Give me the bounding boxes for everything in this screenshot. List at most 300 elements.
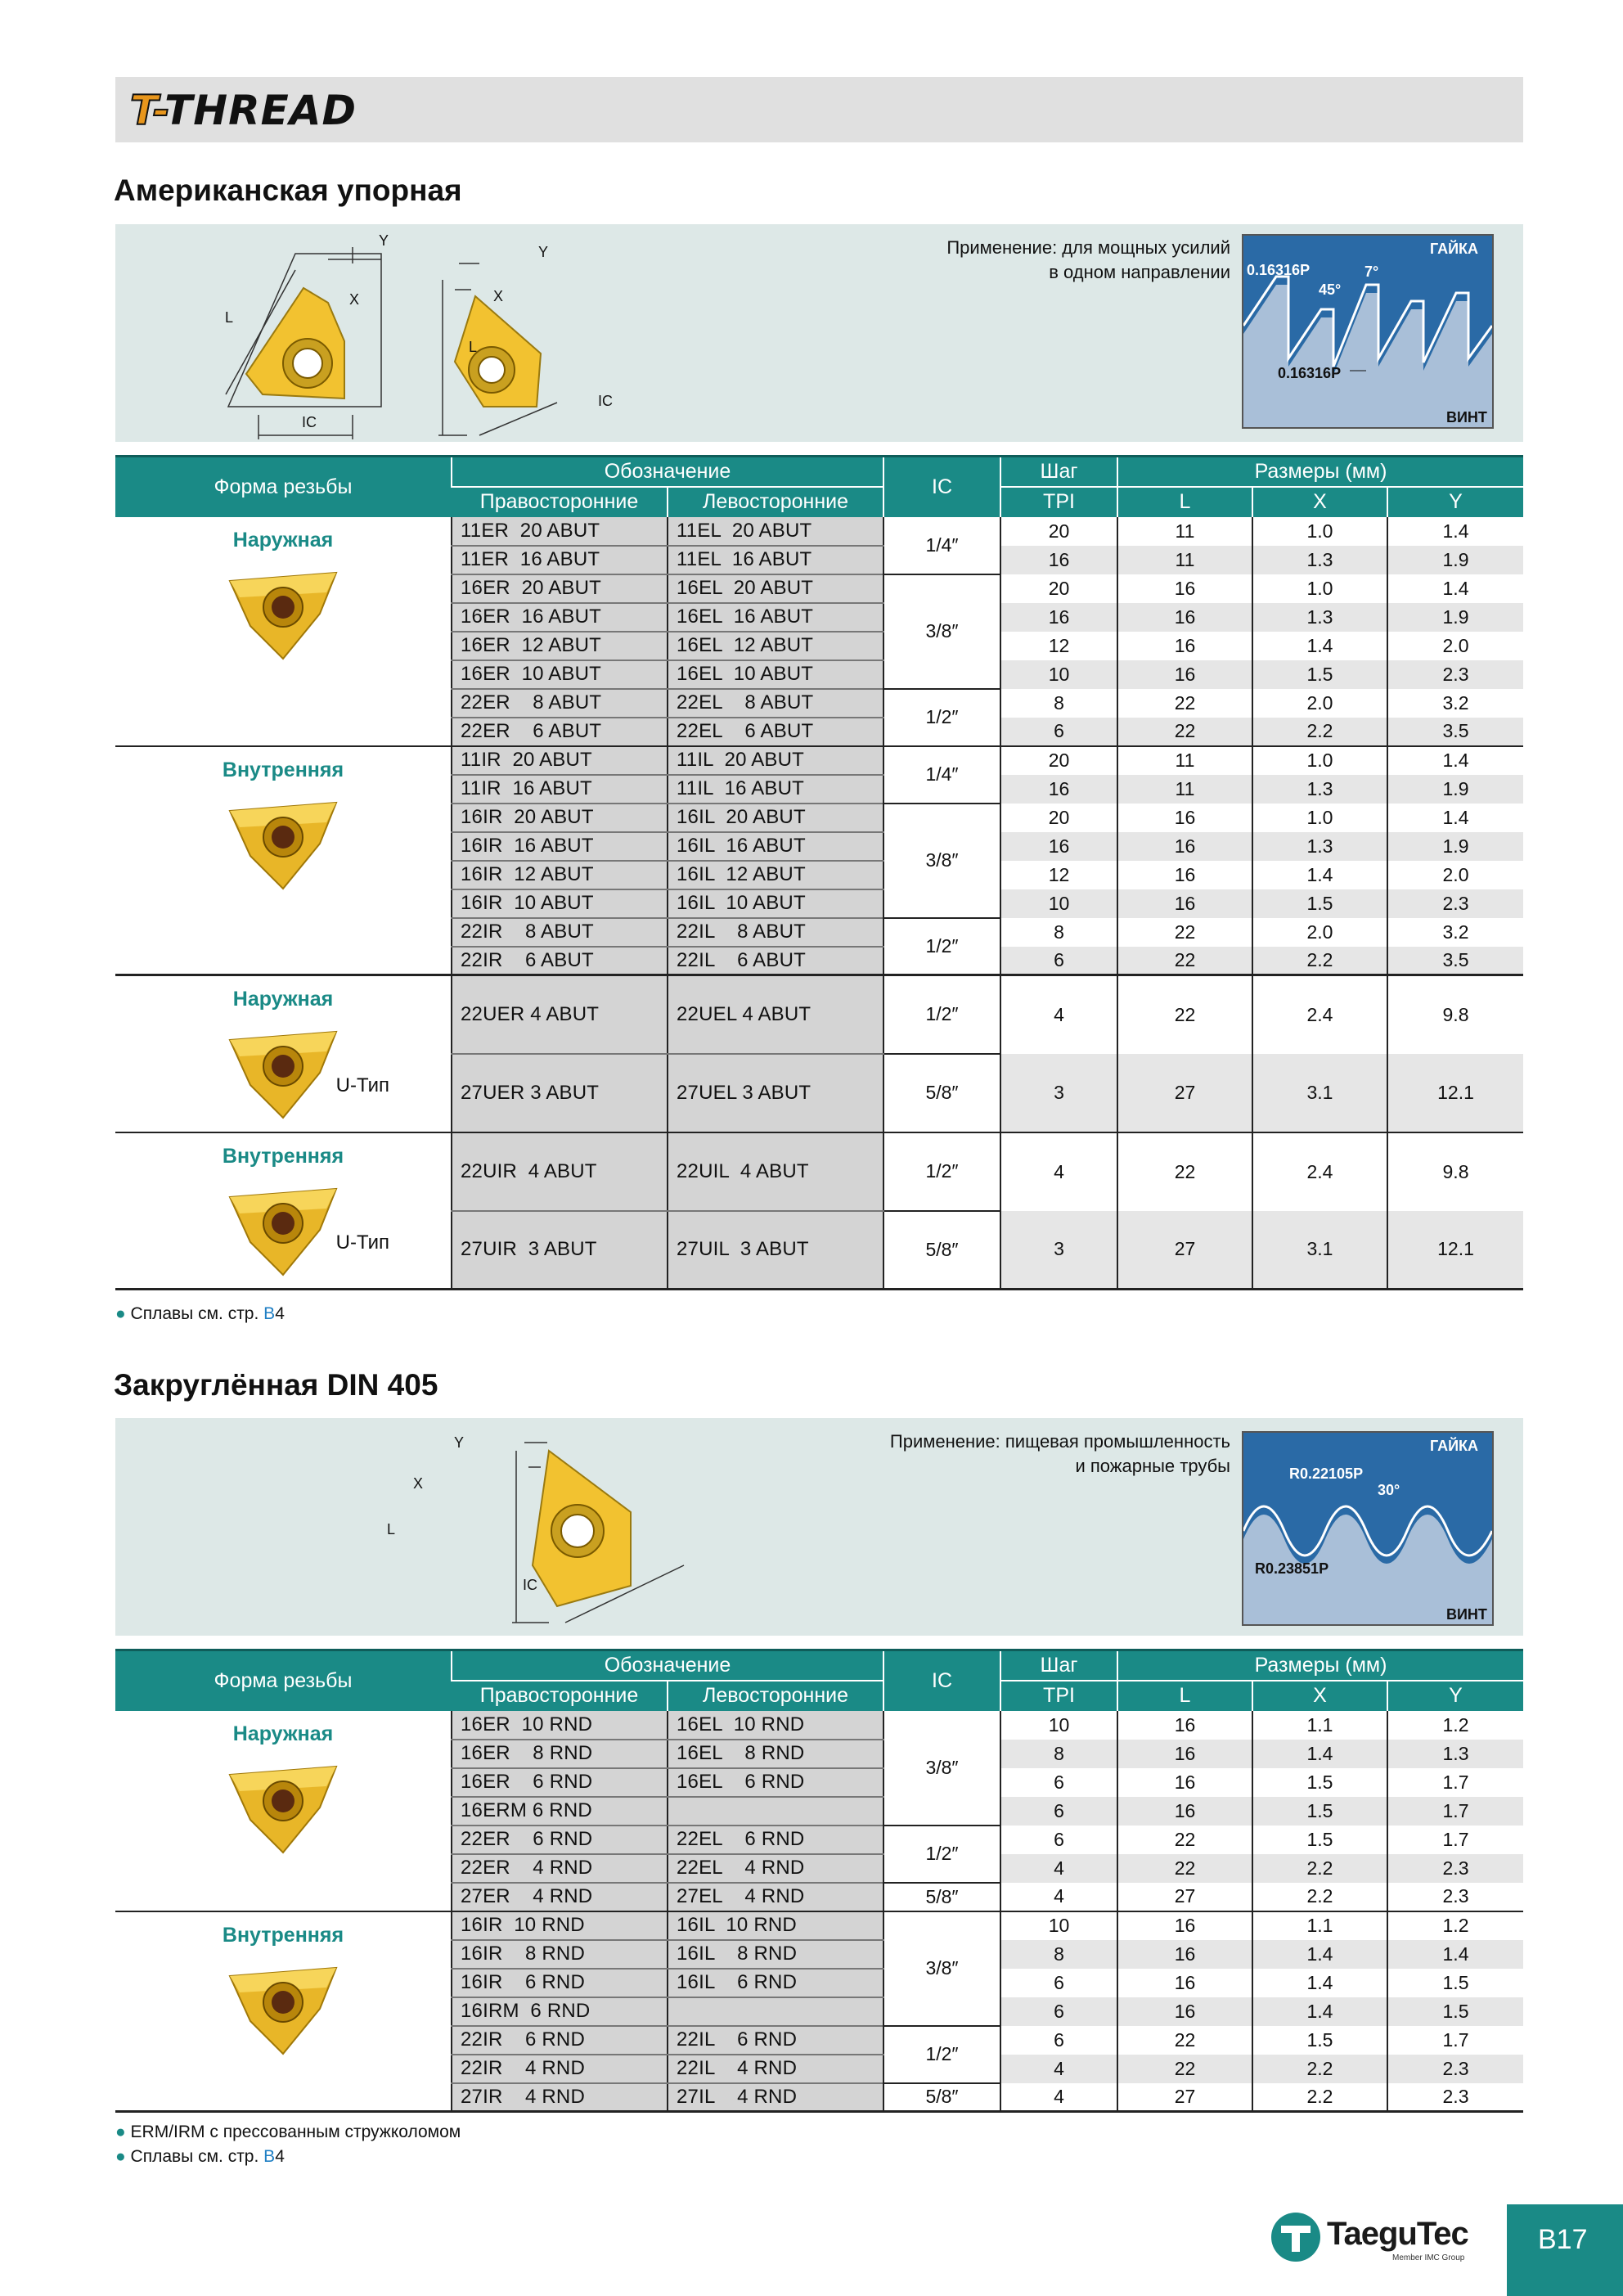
designation-right: 16ER 10 RND bbox=[452, 1711, 668, 1740]
note-ref-num: 4 bbox=[275, 1304, 285, 1323]
designation-right: 22ER 6 RND bbox=[452, 1826, 668, 1854]
designation-left: 16IL 20 ABUT bbox=[668, 804, 883, 832]
designation-right: 16IR 6 RND bbox=[452, 1969, 668, 1997]
header-designation: Обозначение bbox=[452, 1650, 883, 1681]
application-line-2: в одном направлении bbox=[1049, 262, 1230, 282]
tpi-value: 16 bbox=[1000, 832, 1117, 861]
t-thread-logo: T-THREAD bbox=[130, 87, 357, 134]
designation-right: 22IR 4 RND bbox=[452, 2055, 668, 2083]
insert-dimension-drawing bbox=[197, 231, 565, 440]
designation-right: 16IR 16 ABUT bbox=[452, 832, 668, 861]
ic-value: 1/2″ bbox=[883, 2026, 1000, 2083]
y-value: 12.1 bbox=[1387, 1054, 1523, 1132]
thread-form-label: Внутренняя bbox=[222, 758, 344, 781]
designation-left: 16EL 10 ABUT bbox=[668, 660, 883, 689]
l-value: 16 bbox=[1117, 1940, 1252, 1969]
tpi-value: 6 bbox=[1054, 1828, 1064, 1850]
x-value: 1.0 bbox=[1252, 574, 1387, 603]
thread-form-cell bbox=[115, 1911, 452, 2112]
designation-left: 16EL 12 ABUT bbox=[668, 632, 883, 660]
designation-left: 22UEL 4 ABUT bbox=[668, 975, 883, 1054]
dim-label-x: X bbox=[349, 291, 360, 308]
tpi-value: 3 bbox=[1000, 1211, 1117, 1290]
y-value: 9.8 bbox=[1387, 975, 1523, 1054]
diagram-panel-abut bbox=[115, 224, 1523, 442]
designation-left: 22IL 8 ABUT bbox=[668, 918, 883, 947]
section-title-abut: Американская упорная bbox=[114, 173, 462, 207]
x-value: 2.4 bbox=[1252, 975, 1387, 1054]
tpi-value: 10 bbox=[1048, 1713, 1070, 1736]
y-value: 2.3 bbox=[1387, 889, 1523, 918]
x-value: 1.5 bbox=[1252, 2026, 1387, 2055]
designation-left: 16IL 6 RND bbox=[668, 1969, 883, 1997]
insert-photo bbox=[222, 1758, 344, 1857]
dim-label-l: L bbox=[225, 309, 234, 326]
l-value: 22 bbox=[1117, 975, 1252, 1054]
table-row bbox=[115, 1911, 1523, 1940]
ic-value: 1/2″ bbox=[883, 975, 1000, 1054]
designation-right: 16IR 12 ABUT bbox=[452, 861, 668, 889]
designation-right: 22ER 6 ABUT bbox=[452, 718, 668, 746]
thread-form-label: Наружная bbox=[232, 1722, 334, 1745]
designation-right: 22IR 6 RND bbox=[452, 2026, 668, 2055]
thread-form-cell bbox=[115, 1711, 452, 1911]
x-value: 1.5 bbox=[1252, 1826, 1387, 1854]
designation-right: 27ER 4 RND bbox=[452, 1883, 668, 1911]
tpi-value: 10 bbox=[1000, 889, 1117, 918]
designation-left: 22EL 8 ABUT bbox=[668, 689, 883, 718]
y-value: 2.0 bbox=[1387, 632, 1523, 660]
brand-name: TaeguTec bbox=[1327, 2216, 1468, 2252]
x-value: 1.1 bbox=[1252, 1711, 1387, 1740]
ic-value: 1/2″ bbox=[883, 1132, 1000, 1211]
y-value: 1.7 bbox=[1387, 1797, 1523, 1826]
header-left-hand: Левосторонние bbox=[668, 1681, 883, 1711]
designation-left: 11EL 20 ABUT bbox=[668, 517, 883, 546]
insert-photo bbox=[222, 1181, 344, 1279]
designation-right: 27IR 4 RND bbox=[452, 2083, 668, 2112]
tpi-value: 20 bbox=[1048, 806, 1070, 828]
x-value: 1.3 bbox=[1252, 775, 1387, 804]
header-bar bbox=[115, 77, 1523, 142]
x-value: 2.0 bbox=[1252, 689, 1387, 718]
designation-right: 22ER 4 RND bbox=[452, 1854, 668, 1883]
dim-label-l2: L bbox=[469, 339, 478, 355]
insert-photo bbox=[222, 1024, 344, 1122]
u-type-label: U-Тип bbox=[335, 1231, 389, 1254]
label-nut: ГАЙКА bbox=[1430, 241, 1478, 257]
l-value: 16 bbox=[1117, 603, 1252, 632]
designation-left: 16EL 20 ABUT bbox=[668, 574, 883, 603]
x-value: 2.0 bbox=[1252, 918, 1387, 947]
x-value: 1.5 bbox=[1252, 660, 1387, 689]
x-value: 1.1 bbox=[1252, 1911, 1387, 1940]
insert-photo bbox=[222, 565, 344, 663]
thread-form-cell bbox=[115, 517, 452, 746]
l-value: 16 bbox=[1117, 632, 1252, 660]
table-row bbox=[115, 975, 1523, 1054]
l-value: 27 bbox=[1117, 1054, 1252, 1132]
page-number: B17 bbox=[1507, 2204, 1623, 2296]
tpi-value: 4 bbox=[1000, 2055, 1117, 2083]
insert-dimension-drawing-din bbox=[361, 1434, 713, 1631]
dim-label-y: Y bbox=[454, 1434, 465, 1451]
header-ic: IC bbox=[883, 1650, 1000, 1711]
insert-photo bbox=[222, 795, 344, 893]
tpi-value: 6 bbox=[1000, 1997, 1117, 2026]
y-value: 1.4 bbox=[1387, 574, 1523, 603]
dim-label-ic: IC bbox=[302, 414, 317, 430]
x-value: 1.3 bbox=[1252, 546, 1387, 574]
designation-left: 22IL 6 ABUT bbox=[668, 947, 883, 975]
y-value: 1.9 bbox=[1387, 546, 1523, 574]
x-value: 2.2 bbox=[1252, 2055, 1387, 2083]
y-value: 3.5 bbox=[1387, 947, 1523, 975]
designation-right: 11IR 16 ABUT bbox=[452, 775, 668, 804]
y-value: 1.2 bbox=[1387, 1911, 1523, 1940]
label-angle-45: 45° bbox=[1319, 281, 1342, 298]
l-value: 11 bbox=[1117, 775, 1252, 804]
y-value: 1.4 bbox=[1387, 746, 1523, 775]
l-value: 27 bbox=[1117, 2083, 1252, 2112]
designation-right: 27UIR 3 ABUT bbox=[452, 1211, 668, 1290]
tpi-value: 12 bbox=[1048, 634, 1070, 656]
x-value: 2.2 bbox=[1252, 718, 1387, 746]
chipbreaker-note: ● ERM/IRM с прессованным стружколомом bbox=[115, 2123, 461, 2141]
designation-left: 22IL 4 RND bbox=[668, 2055, 883, 2083]
l-value: 11 bbox=[1117, 746, 1252, 775]
tpi-value: 10 bbox=[1000, 660, 1117, 689]
brand-sub: Member IMC Group bbox=[1392, 2253, 1465, 2262]
l-value: 16 bbox=[1117, 804, 1252, 832]
ic-value: 5/8″ bbox=[883, 1054, 1000, 1132]
ic-value: 3/8″ bbox=[883, 804, 1000, 918]
l-value: 16 bbox=[1117, 861, 1252, 889]
l-value: 22 bbox=[1117, 689, 1252, 718]
header-pitch: Шаг bbox=[1000, 1650, 1117, 1681]
header-thread-form: Форма резьбы bbox=[115, 1650, 452, 1711]
tpi-value: 4 bbox=[1054, 1003, 1064, 1025]
thread-form-cell bbox=[115, 746, 452, 975]
l-value: 16 bbox=[1117, 1711, 1252, 1740]
header-dimensions: Размеры (мм) bbox=[1117, 1650, 1523, 1681]
y-value: 2.0 bbox=[1387, 861, 1523, 889]
l-value: 11 bbox=[1117, 546, 1252, 574]
designation-left: 16EL 10 RND bbox=[668, 1711, 883, 1740]
l-value: 11 bbox=[1117, 517, 1252, 546]
alloy-note-2: ● Сплавы см. стр. B4 bbox=[115, 2147, 285, 2166]
section-title-din405: Закруглённая DIN 405 bbox=[114, 1368, 438, 1402]
tpi-value: 20 bbox=[1048, 520, 1070, 542]
header-l: L bbox=[1117, 1681, 1252, 1711]
designation-left: 22EL 4 RND bbox=[668, 1854, 883, 1883]
l-value: 22 bbox=[1117, 1854, 1252, 1883]
y-value: 1.5 bbox=[1387, 1969, 1523, 1997]
dim-label-l: L bbox=[387, 1521, 396, 1537]
l-value: 16 bbox=[1117, 1768, 1252, 1797]
x-value: 2.2 bbox=[1252, 1883, 1387, 1911]
dim-label-y2: Y bbox=[538, 244, 549, 260]
header-l: L bbox=[1117, 487, 1252, 517]
table-row bbox=[115, 1711, 1523, 1740]
dim-label-y: Y bbox=[379, 232, 389, 249]
y-value: 1.9 bbox=[1387, 603, 1523, 632]
designation-right: 16ER 12 ABUT bbox=[452, 632, 668, 660]
designation-right: 11ER 20 ABUT bbox=[452, 517, 668, 546]
tpi-value: 6 bbox=[1054, 1771, 1064, 1793]
tpi-value: 12 bbox=[1048, 863, 1070, 885]
x-value: 1.5 bbox=[1252, 1797, 1387, 1826]
tpi-value: 6 bbox=[1000, 947, 1117, 975]
header-tpi: TPI bbox=[1000, 487, 1117, 517]
designation-right: 16IR 20 ABUT bbox=[452, 804, 668, 832]
designation-right: 16ER 8 RND bbox=[452, 1740, 668, 1768]
l-value: 16 bbox=[1117, 1911, 1252, 1940]
l-value: 22 bbox=[1117, 918, 1252, 947]
ic-value: 5/8″ bbox=[883, 1883, 1000, 1911]
label-dim-bottom: 0.16316P bbox=[1278, 365, 1342, 381]
header-x: X bbox=[1252, 1681, 1387, 1711]
ic-value: 1/2″ bbox=[883, 689, 1000, 746]
header-right-hand: Правосторонние bbox=[452, 487, 668, 517]
header-y: Y bbox=[1387, 487, 1523, 517]
l-value: 22 bbox=[1117, 1826, 1252, 1854]
y-value: 1.3 bbox=[1387, 1740, 1523, 1768]
designation-right: 16ERM 6 RND bbox=[452, 1797, 668, 1826]
designation-right: 22UER 4 ABUT bbox=[452, 975, 668, 1054]
designation-right: 16IR 8 RND bbox=[452, 1940, 668, 1969]
designation-left: 16IL 10 ABUT bbox=[668, 889, 883, 918]
l-value: 27 bbox=[1117, 1883, 1252, 1911]
x-value: 1.3 bbox=[1252, 832, 1387, 861]
note-ref-letter[interactable]: B bbox=[263, 2147, 276, 2166]
designation-left: 22IL 6 RND bbox=[668, 2026, 883, 2055]
y-value: 9.8 bbox=[1387, 1132, 1523, 1211]
l-value: 22 bbox=[1117, 2055, 1252, 2083]
header-pitch: Шаг bbox=[1000, 457, 1117, 487]
spec-table-din405 bbox=[115, 1649, 1523, 2113]
designation-right: 16IR 10 ABUT bbox=[452, 889, 668, 918]
header-ic: IC bbox=[883, 457, 1000, 517]
l-value: 16 bbox=[1117, 1797, 1252, 1826]
dim-label-ic2: IC bbox=[598, 393, 613, 409]
label-nut: ГАЙКА bbox=[1430, 1438, 1478, 1454]
y-value: 1.7 bbox=[1387, 1768, 1523, 1797]
thread-form-label: Наружная bbox=[232, 528, 334, 551]
y-value: 1.9 bbox=[1387, 775, 1523, 804]
designation-left: 11IL 20 ABUT bbox=[668, 746, 883, 775]
alloy-note-1: ● Сплавы см. стр. B4 bbox=[115, 1304, 285, 1323]
y-value: 2.3 bbox=[1387, 1854, 1523, 1883]
label-angle-7: 7° bbox=[1364, 263, 1379, 280]
thread-form-label: Наружная bbox=[232, 988, 334, 1011]
application-text bbox=[890, 1429, 1230, 1479]
x-value: 3.1 bbox=[1252, 1211, 1387, 1290]
ic-value: 1/2″ bbox=[883, 918, 1000, 975]
y-value: 3.2 bbox=[1387, 689, 1523, 718]
ic-value: 3/8″ bbox=[883, 1711, 1000, 1826]
designation-right: 22IR 8 ABUT bbox=[452, 918, 668, 947]
note-ref-letter[interactable]: B bbox=[263, 1304, 276, 1323]
l-value: 16 bbox=[1117, 1997, 1252, 2026]
note-ref-num: 4 bbox=[275, 2147, 285, 2166]
ic-value: 5/8″ bbox=[883, 1211, 1000, 1290]
tpi-value: 16 bbox=[1000, 546, 1117, 574]
y-value: 1.7 bbox=[1387, 1826, 1523, 1854]
designation-left: 11IL 16 ABUT bbox=[668, 775, 883, 804]
y-value: 2.3 bbox=[1387, 2055, 1523, 2083]
ic-value: 5/8″ bbox=[883, 2083, 1000, 2112]
header-x: X bbox=[1252, 487, 1387, 517]
l-value: 22 bbox=[1117, 2026, 1252, 2055]
designation-right: 16ER 16 ABUT bbox=[452, 603, 668, 632]
l-value: 16 bbox=[1117, 832, 1252, 861]
l-value: 22 bbox=[1117, 718, 1252, 746]
dim-label-x: X bbox=[413, 1475, 424, 1492]
diagram-panel-din405 bbox=[115, 1418, 1523, 1636]
header-y: Y bbox=[1387, 1681, 1523, 1711]
x-value: 1.0 bbox=[1252, 517, 1387, 546]
label-r-top: R0.22105P bbox=[1289, 1465, 1364, 1482]
tpi-value: 8 bbox=[1054, 921, 1064, 943]
thread-form-label: Внутренняя bbox=[222, 1923, 344, 1947]
tpi-value: 4 bbox=[1000, 1854, 1117, 1883]
ic-value: 1/2″ bbox=[883, 1826, 1000, 1883]
designation-left: 16IL 10 RND bbox=[668, 1911, 883, 1940]
spec-table-abut bbox=[115, 455, 1523, 1290]
y-value: 3.2 bbox=[1387, 918, 1523, 947]
tpi-value: 6 bbox=[1000, 718, 1117, 746]
designation-right: 22IR 6 ABUT bbox=[452, 947, 668, 975]
y-value: 12.1 bbox=[1387, 1211, 1523, 1290]
designation-left: 16IL 16 ABUT bbox=[668, 832, 883, 861]
header-thread-form: Форма резьбы bbox=[115, 457, 452, 517]
x-value: 1.4 bbox=[1252, 861, 1387, 889]
header-tpi: TPI bbox=[1000, 1681, 1117, 1711]
application-line-2: и пожарные трубы bbox=[1075, 1456, 1230, 1476]
thread-form-cell bbox=[115, 975, 452, 1132]
x-value: 1.0 bbox=[1252, 804, 1387, 832]
x-value: 1.4 bbox=[1252, 1969, 1387, 1997]
note-text: Сплавы см. стр. bbox=[130, 1304, 264, 1323]
y-value: 1.4 bbox=[1387, 804, 1523, 832]
y-value: 2.3 bbox=[1387, 660, 1523, 689]
tpi-value: 16 bbox=[1000, 775, 1117, 804]
tpi-value: 3 bbox=[1000, 1054, 1117, 1132]
x-value: 1.0 bbox=[1252, 746, 1387, 775]
tpi-value: 4 bbox=[1000, 2083, 1117, 2112]
l-value: 16 bbox=[1117, 1969, 1252, 1997]
tpi-value: 4 bbox=[1000, 1883, 1117, 1911]
designation-right: 22ER 8 ABUT bbox=[452, 689, 668, 718]
application-text bbox=[946, 236, 1230, 285]
taegutec-logo bbox=[1270, 2209, 1482, 2267]
table-row bbox=[115, 746, 1523, 775]
header-designation: Обозначение bbox=[452, 457, 883, 487]
designation-left: 16EL 8 RND bbox=[668, 1740, 883, 1768]
x-value: 1.5 bbox=[1252, 889, 1387, 918]
designation-left: 22EL 6 RND bbox=[668, 1826, 883, 1854]
designation-right: 16ER 10 ABUT bbox=[452, 660, 668, 689]
ic-value: 1/4″ bbox=[883, 746, 1000, 804]
designation-left bbox=[668, 1797, 883, 1826]
x-value: 1.5 bbox=[1252, 1768, 1387, 1797]
l-value: 16 bbox=[1117, 1740, 1252, 1768]
y-value: 2.3 bbox=[1387, 1883, 1523, 1911]
y-value: 1.5 bbox=[1387, 1997, 1523, 2026]
tpi-value: 8 bbox=[1000, 1740, 1117, 1768]
y-value: 1.9 bbox=[1387, 832, 1523, 861]
taegutec-mark-icon bbox=[1270, 2211, 1322, 2263]
designation-right: 16IR 10 RND bbox=[452, 1911, 668, 1940]
x-value: 1.3 bbox=[1252, 603, 1387, 632]
label-dim-top: 0.16316P bbox=[1247, 262, 1311, 278]
designation-left: 16IL 8 RND bbox=[668, 1940, 883, 1969]
u-type-label: U-Тип bbox=[335, 1074, 389, 1096]
header-right-hand: Правосторонние bbox=[452, 1681, 668, 1711]
y-value: 1.7 bbox=[1387, 2026, 1523, 2055]
y-value: 1.4 bbox=[1387, 1940, 1523, 1969]
x-value: 1.4 bbox=[1252, 1940, 1387, 1969]
designation-left: 16EL 16 ABUT bbox=[668, 603, 883, 632]
designation-left: 22UIL 4 ABUT bbox=[668, 1132, 883, 1211]
label-screw: ВИНТ bbox=[1446, 1606, 1487, 1623]
designation-right: 11IR 20 ABUT bbox=[452, 746, 668, 775]
designation-right: 11ER 16 ABUT bbox=[452, 546, 668, 574]
tpi-value: 20 bbox=[1048, 750, 1070, 771]
tpi-value: 4 bbox=[1054, 1160, 1064, 1182]
header-left-hand: Левосторонние bbox=[668, 487, 883, 517]
l-value: 16 bbox=[1117, 660, 1252, 689]
ic-value: 3/8″ bbox=[883, 1911, 1000, 2026]
designation-right: 27UER 3 ABUT bbox=[452, 1054, 668, 1132]
ic-value: 1/4″ bbox=[883, 517, 1000, 574]
dim-label-ic: IC bbox=[523, 1577, 537, 1593]
tpi-value: 8 bbox=[1054, 691, 1064, 714]
designation-right: 16IRM 6 RND bbox=[452, 1997, 668, 2026]
designation-left bbox=[668, 1997, 883, 2026]
designation-right: 16ER 6 RND bbox=[452, 1768, 668, 1797]
label-angle-30: 30° bbox=[1378, 1482, 1400, 1498]
x-value: 2.2 bbox=[1252, 1854, 1387, 1883]
thread-profile-diagram bbox=[1242, 234, 1494, 429]
designation-left: 27IL 4 RND bbox=[668, 2083, 883, 2112]
note-text: ERM/IRM с прессованным стружколомом bbox=[130, 2123, 461, 2141]
tpi-value: 20 bbox=[1048, 577, 1070, 599]
designation-left: 11EL 16 ABUT bbox=[668, 546, 883, 574]
y-value: 3.5 bbox=[1387, 718, 1523, 746]
designation-left: 16EL 6 RND bbox=[668, 1768, 883, 1797]
application-line-1: Применение: для мощных усилий bbox=[946, 237, 1230, 258]
x-value: 2.4 bbox=[1252, 1132, 1387, 1211]
designation-left: 27UEL 3 ABUT bbox=[668, 1054, 883, 1132]
y-value: 2.3 bbox=[1387, 2083, 1523, 2112]
x-value: 3.1 bbox=[1252, 1054, 1387, 1132]
l-value: 22 bbox=[1117, 1132, 1252, 1211]
designation-left: 16IL 12 ABUT bbox=[668, 861, 883, 889]
application-line-1: Применение: пищевая промышленность bbox=[889, 1431, 1230, 1452]
designation-right: 16ER 20 ABUT bbox=[452, 574, 668, 603]
tpi-value: 16 bbox=[1000, 603, 1117, 632]
thread-profile-diagram bbox=[1242, 1431, 1494, 1626]
ic-value: 3/8″ bbox=[883, 574, 1000, 689]
x-value: 1.4 bbox=[1252, 1740, 1387, 1768]
dim-label-x2: X bbox=[493, 288, 504, 304]
l-value: 16 bbox=[1117, 574, 1252, 603]
designation-right: 22UIR 4 ABUT bbox=[452, 1132, 668, 1211]
label-r-bottom: R0.23851P bbox=[1255, 1560, 1329, 1577]
label-screw: ВИНТ bbox=[1446, 409, 1487, 425]
